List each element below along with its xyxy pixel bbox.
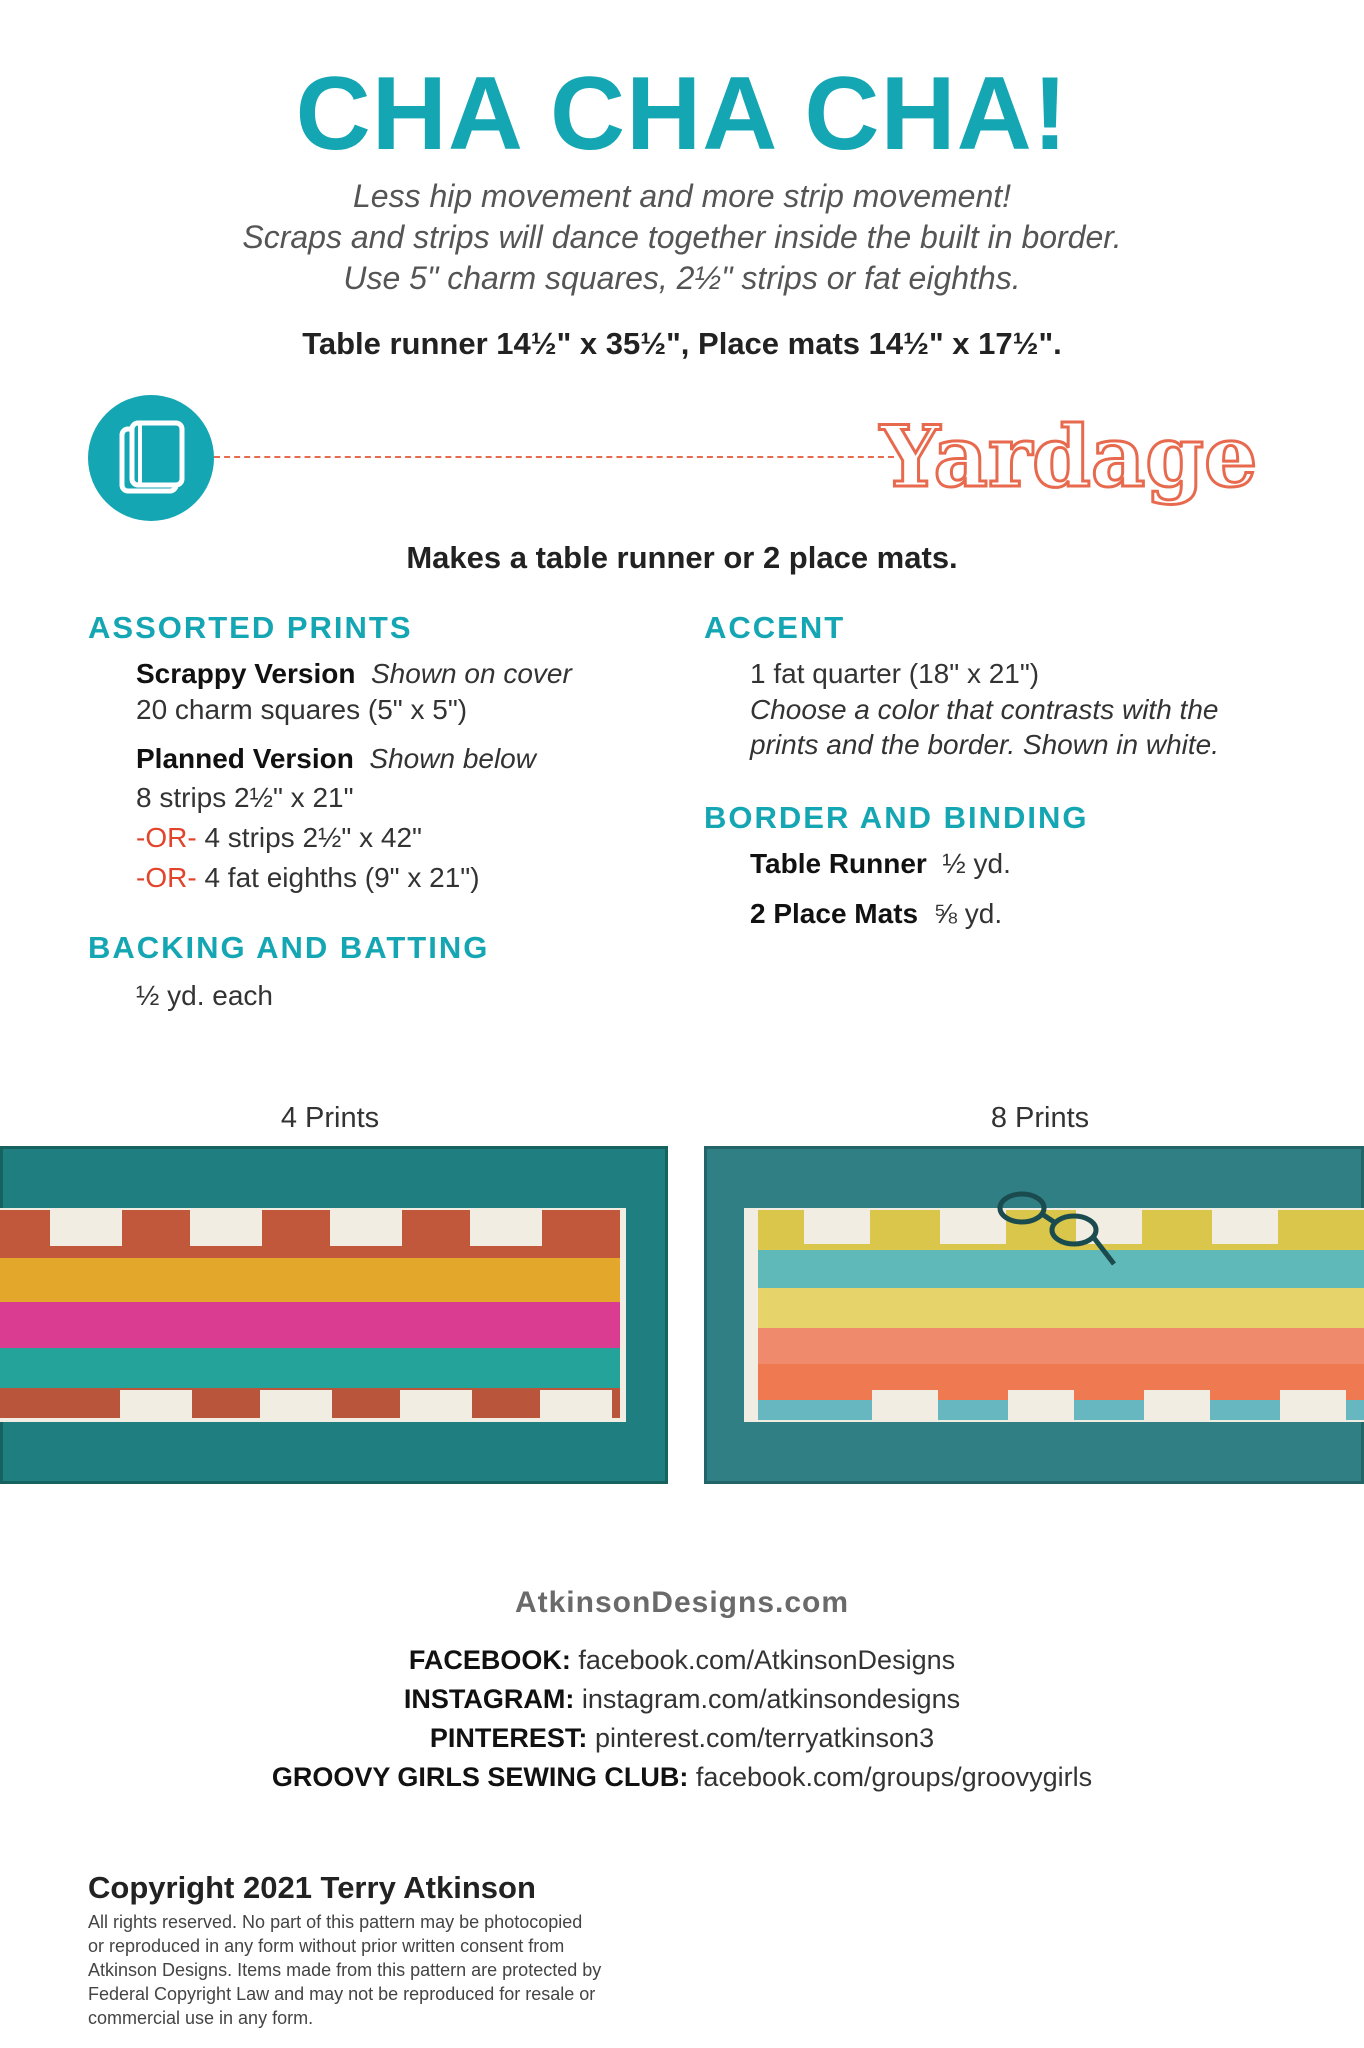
backing-heading: BACKING AND BATTING	[88, 930, 490, 965]
quilt-illustration	[704, 1146, 1364, 1484]
social-groovy-girls[interactable]	[0, 1762, 1364, 1793]
rights-line: All rights reserved. No part of this pattern may be photocopied	[88, 1912, 583, 1932]
rights-line: commercial use in any form.	[88, 2008, 314, 2028]
social-label: FACEBOOK:	[408, 1645, 571, 1675]
alt-option-1	[136, 822, 422, 854]
banner-dashed-line	[214, 456, 894, 458]
makes-note: Makes a table runner or 2 place mats.	[406, 540, 958, 575]
rights-notice	[88, 1910, 728, 2030]
table-runner-photo-4-prints	[0, 1146, 668, 1484]
scrappy-label: Scrappy Version	[136, 658, 356, 689]
backing-qty: ½ yd. each	[136, 980, 273, 1011]
mats-qty: ⅝ yd.	[933, 898, 1003, 929]
table-runner-photo-8-prints	[704, 1146, 1364, 1484]
right-photo-label: 8 Prints	[990, 1102, 1090, 1134]
social-link[interactable]: facebook.com/AtkinsonDesigns	[578, 1645, 956, 1675]
planned-label: Planned Version	[136, 743, 354, 774]
left-photo-label: 4 Prints	[280, 1102, 380, 1134]
rights-line: Federal Copyright Law and may not be reproduced for resale or	[88, 1984, 596, 2004]
accent-heading: ACCENT	[704, 610, 846, 645]
accent-qty: 1 fat quarter (18" x 21")	[750, 658, 1040, 689]
social-link[interactable]: facebook.com/groups/groovygirls	[695, 1762, 1093, 1792]
copyright: Copyright 2021 Terry Atkinson	[88, 1870, 536, 1905]
finished-sizes: Table runner 14½" x 35½", Place mats 14½" x 17½".	[302, 326, 1062, 361]
alt-option-1-text: 4 strips 2½" x 42"	[204, 822, 422, 853]
scrappy-note: Shown on cover	[371, 658, 572, 689]
accent-note-1: Choose a color that contrasts with the	[750, 694, 1219, 725]
planned-note: Shown below	[369, 743, 536, 774]
pattern-title: CHA CHA CHA!	[295, 56, 1069, 172]
tagline-line-2: Scraps and strips will dance together inside the built in border.	[242, 219, 1122, 255]
social-label: PINTEREST:	[429, 1723, 588, 1753]
yardage-heading: Yardage	[880, 407, 1258, 506]
border-heading: BORDER AND BINDING	[704, 800, 1089, 835]
runner-qty: ½ yd.	[942, 848, 1011, 879]
assorted-prints-heading: ASSORTED PRINTS	[88, 610, 413, 645]
tagline-line-1: Less hip movement and more strip movement!	[352, 178, 1012, 214]
accent-note-2: prints and the border. Shown in white.	[750, 729, 1220, 760]
or-label: -OR-	[136, 862, 197, 893]
runner-label: Table Runner	[750, 848, 927, 879]
yardage-badge	[88, 395, 214, 521]
tagline-line-3: Use 5" charm squares, 2½" strips or fat eighths.	[343, 260, 1021, 296]
social-pinterest[interactable]	[0, 1723, 1364, 1754]
mats-line	[750, 898, 1002, 930]
social-link[interactable]: instagram.com/atkinsondesigns	[581, 1684, 961, 1714]
or-label: -OR-	[136, 822, 197, 853]
social-label: GROOVY GIRLS SEWING CLUB:	[271, 1762, 689, 1792]
quilt-illustration	[0, 1146, 668, 1484]
rights-line: Atkinson Designs. Items made from this pattern are protected by	[88, 1960, 602, 1980]
social-instagram[interactable]	[0, 1684, 1364, 1715]
social-link[interactable]: pinterest.com/terryatkinson3	[594, 1723, 935, 1753]
website[interactable]: AtkinsonDesigns.com	[514, 1586, 850, 1619]
alt-option-2-text: 4 fat eighths (9" x 21")	[204, 862, 480, 893]
book-icon	[88, 395, 214, 521]
scrappy-qty: 20 charm squares (5" x 5")	[136, 694, 468, 725]
planned-qty: 8 strips 2½" x 21"	[136, 782, 354, 813]
mats-label: 2 Place Mats	[750, 898, 919, 929]
planned-version-line	[136, 743, 536, 775]
rights-line: or reproduced in any form without prior written consent from	[88, 1936, 565, 1956]
runner-line	[750, 848, 1011, 880]
scrappy-version-line	[136, 658, 572, 690]
alt-option-2	[136, 862, 480, 894]
social-label: INSTAGRAM:	[403, 1684, 575, 1714]
social-facebook[interactable]	[0, 1645, 1364, 1676]
